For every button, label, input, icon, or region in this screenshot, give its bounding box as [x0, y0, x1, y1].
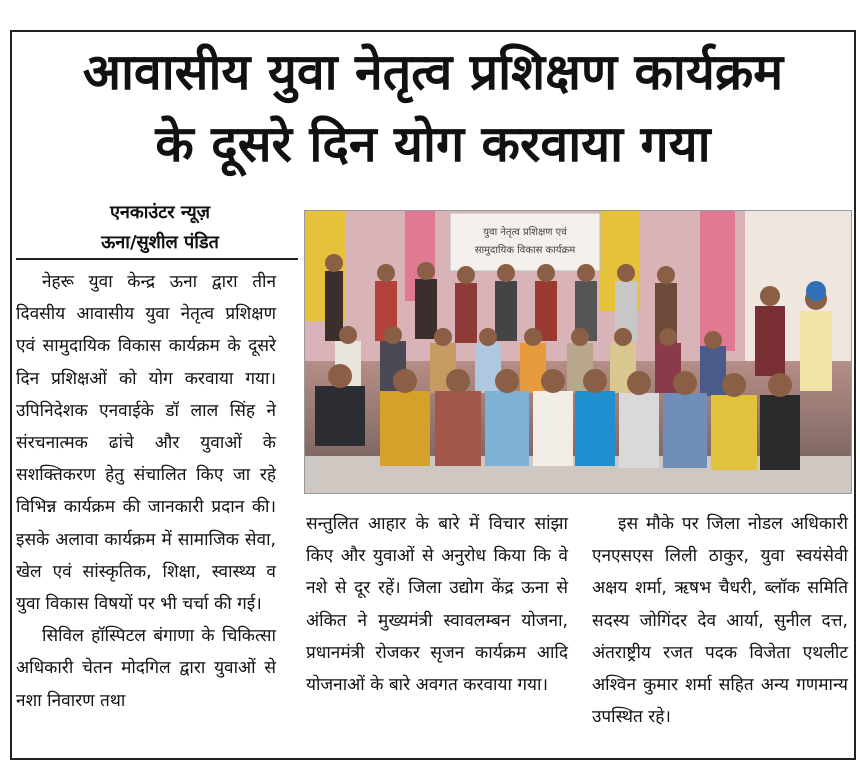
- group-photo: [304, 210, 852, 494]
- byline-divider: [16, 258, 298, 260]
- event-banner: [450, 213, 600, 271]
- article-column-1: [16, 266, 276, 717]
- article-paragraph: नेहरू युवा केन्द्र ऊना द्वारा तीन दिवसीय आवासीय युवा नेतृत्व प्रशिक्षण एवं सामुदायिक विकास कार्यक्रम के दूसरे दिन प्रशिक्षओं को योग करवाया गया। उपिनिदेशक एनवाईके डॉ लाल सिंह ने संरचनात्मक ढांचे और युवाओं के सशक्तिकरण हेतु संचालित किए जा रहे विभिन्न कार्यक्रम की जानकारी प्रदान की। इसके अलावा कार्यक्रम में सामाजिक सेवा, खेल एवं सांस्कृतिक, शिक्षा, स्वास्थ्य व युवा विकास विषयों पर भी चर्चा की गई।: [16, 272, 276, 615]
- banner-line-2: सामुदायिक विकास कार्यक्रम: [474, 245, 576, 256]
- article-column-2: [306, 508, 568, 701]
- article-paragraph: सन्तुलित आहार के बारे में विचार सांझा किए और युवाओं से अनुरोध किया कि वे नशे से दूर रहें। जिला उद्योग केंद्र ऊना से अंकित ने मुख्यमंत्री स्वावलम्बन योजना, प्रधानमंत्री रोजकर सृजन कार्यक्रम आदि योजनाओं के बारे अवगत करवाया गया।: [306, 514, 568, 696]
- article-column-3: [592, 508, 848, 733]
- headline-line-1: आवासीय युवा नेतृत्व प्रशिक्षण कार्यक्रम: [82, 43, 784, 101]
- byline: [40, 198, 280, 258]
- headline: [12, 36, 854, 180]
- headline-line-2: के दूसरे दिन योग करवाया गया: [155, 115, 711, 173]
- byline-source: एनकाउंटर न्यूज़: [109, 202, 211, 223]
- article-paragraph: इस मौके पर जिला नोडल अधिकारी एनएसएस लिली ठाकुर, युवा स्वयंसेवी अक्षय शर्मा, ऋषभ चैधरी, ब्लॉक समिति सदस्य जोगिंदर देव आर्या, सुनील दत्त, अंतराष्ट्रीय रजत पदक विजेता एथलीट अश्विन कुमार शर्मा सहित अन्य गणमान्य उपस्थित रहे।: [592, 514, 848, 728]
- article-paragraph: सिविल हॉस्पिटल बंगाणा के चिकित्सा अधिकारी चेतन मोदगिल द्वारा युवाओं से नशा निवारण तथा: [16, 626, 276, 711]
- byline-location-author: ऊना/सुशील पंडित: [101, 232, 219, 253]
- banner-line-1: युवा नेतृत्व प्रशिक्षण एवं: [483, 227, 567, 238]
